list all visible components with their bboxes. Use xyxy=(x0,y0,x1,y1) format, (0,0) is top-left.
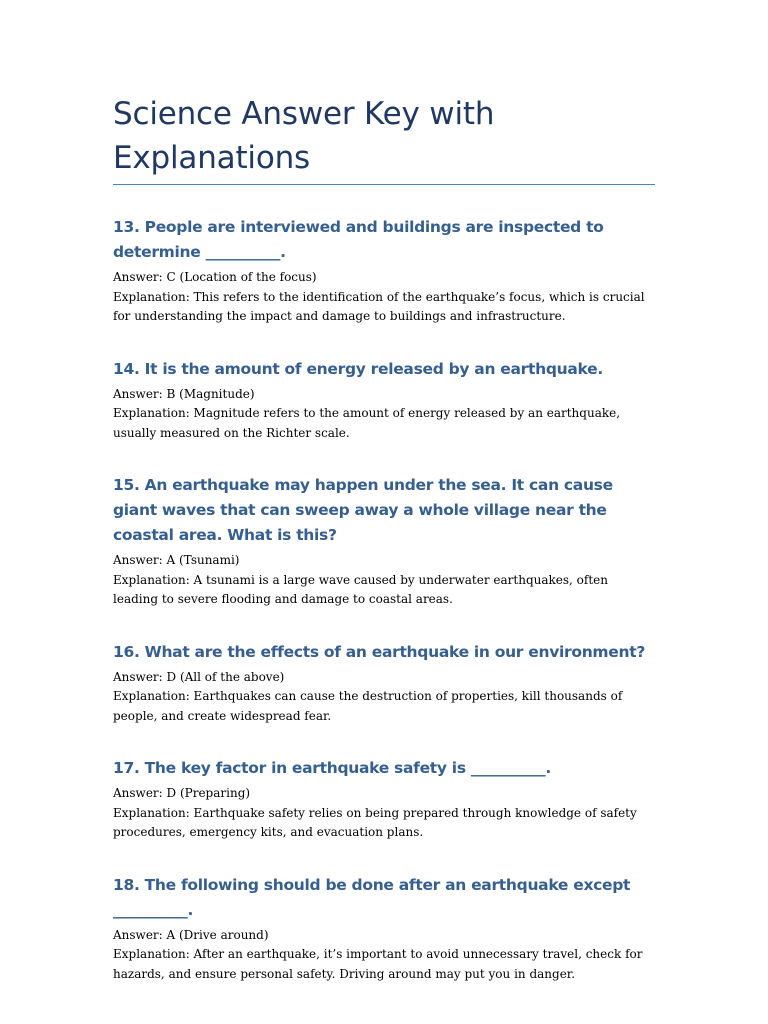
answer-16: Answer: D (All of the above) xyxy=(113,669,285,684)
explanation-14: Explanation: Magnitude refers to the amount of energy released by an earthquake, usually measured on the Richter scale. xyxy=(113,406,621,440)
answer-17: Answer: D (Preparing) xyxy=(113,786,251,800)
explanation-17: Explanation: Earthquake safety relies on being prepared through knowledge of safety procedures, emergency kits, and evacuation plans. xyxy=(113,805,637,839)
question-15: 15. An earthquake may happen under the sea. It can cause giant waves that can sweep away a whole village near the coastal area. What is this? xyxy=(113,476,613,544)
answer-15: Answer: A (Tsunami) xyxy=(113,553,240,567)
qa-item-14 xyxy=(113,357,655,444)
answer-14: Answer: B (Magnitude) xyxy=(113,386,255,401)
question-13: 13. People are interviewed and buildings are inspected to determine __________. xyxy=(113,218,604,261)
answer-13: Answer: C (Location of the focus) xyxy=(113,270,317,284)
qa-item-18 xyxy=(113,873,655,985)
title-divider xyxy=(113,184,655,185)
question-18: 18. The following should be done after an earthquake except __________. xyxy=(113,875,631,919)
question-16: 16. What are the effects of an earthquake in our environment? xyxy=(113,642,646,661)
explanation-18: Explanation: After an earthquake, it’s important to avoid unnecessary travel, check for hazards, and ensure personal safety. Driving around may put you in danger. xyxy=(113,947,643,981)
document-title: Science Answer Key with Explanations xyxy=(113,96,495,176)
explanation-13: Explanation: This refers to the identification of the earthquake’s focus, which is crucial for understanding the impact and damage to buildings and infrastructure. xyxy=(113,289,645,323)
question-17: 17. The key factor in earthquake safety is __________. xyxy=(113,759,551,777)
explanation-15: Explanation: A tsunami is a large wave caused by underwater earthquakes, often leading to severe flooding and damage to coastal areas. xyxy=(113,572,608,606)
qa-item-13 xyxy=(113,215,655,327)
explanation-16: Explanation: Earthquakes can cause the destruction of properties, kill thousands of people, and create widespread fear. xyxy=(113,689,623,723)
qa-item-17 xyxy=(113,756,655,843)
question-14: 14. It is the amount of energy released by an earthquake. xyxy=(113,359,603,378)
document-page xyxy=(113,92,655,984)
qa-item-16 xyxy=(113,640,655,727)
answer-18: Answer: A (Drive around) xyxy=(113,927,269,942)
qa-item-15 xyxy=(113,473,655,610)
